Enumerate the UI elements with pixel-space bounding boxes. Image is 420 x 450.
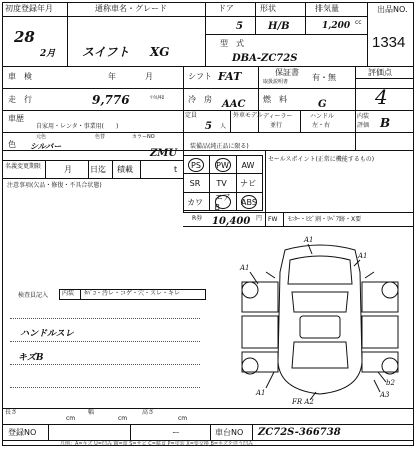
change-day: 日迄 (90, 165, 106, 174)
model-label: 型 式 (220, 39, 244, 48)
fuel-value: G (318, 99, 327, 110)
history-label: 車歴 (8, 114, 24, 123)
damage-mark: A1 (240, 264, 250, 272)
fw-label: FW (268, 216, 278, 223)
inspector-note-1: ハンドルスレ (20, 329, 74, 339)
equipment-item: エアB (214, 193, 231, 212)
recycle-label: R券 (192, 215, 203, 222)
grade-value: XG (150, 45, 170, 59)
lot-number: 1334 (372, 34, 406, 51)
inspector-items: ﾀﾊﾞｺ・汚レ・コゲ・穴・スレ・キレ (84, 290, 180, 297)
ac-value: AAC (222, 99, 246, 110)
door-label: ドア (218, 4, 234, 13)
shift-label: シフト (188, 72, 212, 81)
sales-point-label: セールスポイント(正常に機能するもの) (268, 156, 375, 163)
lot-label: 出品NO. (377, 5, 408, 14)
rating-label: 評価点 (368, 68, 392, 77)
warranty-value: 有・無 (312, 73, 336, 82)
interior-label: 内装 (357, 113, 370, 120)
length-unit: cm (66, 415, 76, 422)
dealer-label: ディーラー (263, 113, 293, 120)
legend-text: 凡例：A=キズ U=凹み W=波 S=サビ C=腐食 P=塗装 X=要交換 B=キズを伴う凹み (60, 441, 254, 447)
damage-mark: A1 (358, 252, 368, 260)
chassis-label: 車台NO (215, 428, 244, 437)
displacement-label: 排気量 (315, 4, 339, 13)
car-damage-diagram (230, 232, 410, 406)
color-orig-label: 元色 (36, 134, 47, 140)
first-reg-month: 2月 (40, 49, 56, 59)
equipment-item: ABS (241, 195, 257, 209)
equipment-item: PS (188, 158, 204, 172)
fw-text: ﾓﾆﾀｰ・ﾋﾋﾞ割・ﾘﾍﾟｱ跡・X要 (288, 216, 362, 223)
handle-label: ハンドル (310, 113, 335, 120)
notes-label: 注意事項(欠品・修復・不具合状態) (7, 182, 102, 189)
reg-no-label: 登録NO (8, 428, 37, 437)
load-unit: t (174, 165, 178, 174)
color-code: ZMU (150, 148, 178, 159)
history-options: 自家用・レンタ・事業用( ) (36, 123, 119, 130)
height-label: 高さ (142, 409, 155, 416)
capacity-label: 定員 (185, 112, 198, 119)
handle-value: 左・右 (312, 122, 331, 129)
damage-mark: b2 (386, 379, 395, 387)
mileage-value: 9,776 (92, 93, 130, 107)
width-unit: cm (118, 415, 128, 422)
import-label: 外車モデル (233, 112, 263, 119)
equipment-item: ナビ (240, 179, 256, 188)
rating-value: 4 (375, 85, 388, 109)
name-change-label: 名義変更期限 (5, 163, 42, 170)
shape-value: H/B (268, 21, 290, 32)
damage-mark: A1 (256, 389, 266, 397)
length-label: 長さ (5, 409, 18, 416)
damage-mark: A3 (380, 391, 390, 399)
color-code-label: カラーNO (132, 134, 155, 140)
change-month: 月 (64, 165, 72, 174)
cc-unit: cc (355, 19, 362, 26)
displacement-value: 1,200 (322, 21, 351, 31)
height-unit: cm (178, 415, 188, 422)
mileage-label: 走 行 (8, 95, 32, 104)
equipment-item: AW (241, 160, 255, 170)
shift-value: FAT (218, 70, 242, 83)
reg-no-dash: ー (172, 428, 180, 437)
interior-sub: 評価 (357, 122, 370, 129)
interior-value: B (380, 116, 391, 130)
equipment-item: SR (189, 179, 201, 188)
shape-label: 形状 (260, 4, 276, 13)
shaken-month-unit: 月 (145, 72, 153, 81)
width-label: 幅 (88, 409, 95, 416)
ac-label: 冷 房 (188, 95, 212, 104)
model-value: DBA-ZC72S (232, 53, 298, 64)
equipment-item: PW (215, 158, 231, 172)
equipment-title: 装備品(純正品に限る) (190, 143, 249, 150)
warranty-sub: 取扱説明書 (263, 79, 289, 85)
shaken-year-unit: 年 (108, 72, 116, 81)
dealer-sub: 並行 (270, 122, 283, 129)
shaken-label: 車 検 (8, 72, 32, 81)
inspector-interior-label: 内装 (62, 290, 75, 297)
mileage-unit: ﾏｲﾙ/ｷﾛ (150, 95, 165, 101)
equipment-item: カワ (187, 197, 203, 207)
first-reg-label: 初度登録年月 (5, 4, 53, 13)
first-reg-year: 28 (14, 28, 35, 46)
capacity-unit: 人 (220, 123, 227, 130)
color-value: シルバー (30, 141, 62, 151)
color-label: 色 (8, 140, 16, 149)
car-name-label: 通称車名・グレード (95, 4, 167, 13)
inspector-label: 検査員記入 (18, 292, 49, 299)
car-name-value: スイフト (82, 45, 130, 59)
load-label: 積載 (117, 165, 133, 174)
color-current-label: 色替 (95, 134, 106, 140)
recycle-value: 10,400 (212, 216, 251, 227)
fuel-label: 燃 料 (263, 95, 287, 104)
damage-mark: FR A2 (292, 398, 314, 406)
chassis-value: ZC72S-366738 (258, 427, 341, 438)
warranty-label: 保証書 (275, 68, 299, 77)
inspector-note-2: キズB (18, 353, 44, 363)
capacity-value: 5 (205, 121, 212, 132)
door-value: 5 (236, 21, 243, 32)
damage-mark: A1 (304, 236, 314, 244)
recycle-yen: 円 (256, 215, 263, 222)
equipment-item: TV (216, 179, 227, 188)
